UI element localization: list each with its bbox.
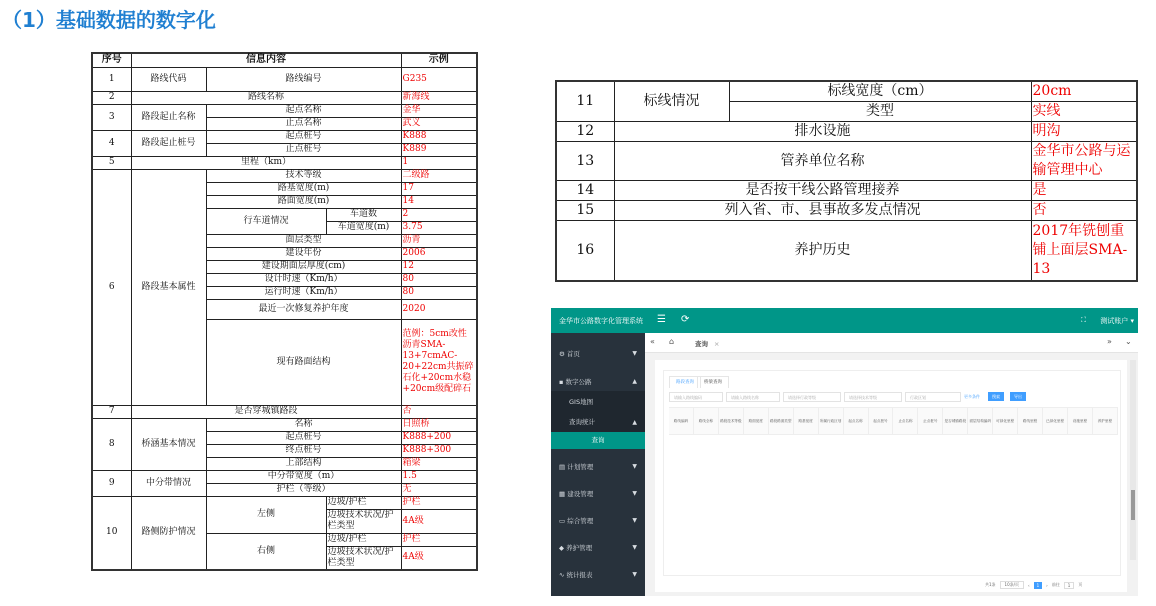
query-card	[663, 370, 1121, 576]
row-category: 路段起止名称	[131, 104, 206, 130]
refresh-icon[interactable]: ⟳	[681, 314, 690, 325]
row-example: 沥青	[401, 234, 477, 247]
page-1[interactable]: 1	[1034, 582, 1043, 589]
row-item: 右侧	[206, 533, 326, 570]
row-example: 2017年铣刨重铺上面层SMA-13	[1031, 221, 1137, 281]
row-example: 金华	[401, 104, 477, 117]
table-row	[92, 104, 477, 117]
row-example: 2020	[401, 299, 477, 319]
goto-label: 前往	[1051, 582, 1060, 587]
table-row	[92, 91, 477, 104]
label: 建设管理	[567, 490, 594, 498]
row-example: 17	[401, 182, 477, 195]
label: 首页	[566, 350, 580, 358]
row-example: 1	[401, 156, 477, 169]
table-row	[92, 405, 477, 418]
scroll-left-icon[interactable]: «	[650, 337, 655, 346]
table-row	[556, 81, 1137, 102]
row-example: 80	[401, 286, 477, 299]
sidebar-item-query-stats[interactable]	[551, 413, 645, 432]
row-category: 路侧防护情况	[131, 496, 206, 570]
row-item: 技术等级	[206, 169, 401, 182]
caret-down-icon: ▼	[632, 463, 637, 470]
tab-road-query[interactable]: 路段查询	[669, 376, 701, 388]
row-subitem: 车道宽度(m)	[326, 221, 401, 234]
row-item: 建设年份	[206, 247, 401, 260]
row-example: 4A级	[401, 546, 477, 570]
row-example: 无	[401, 483, 477, 496]
row-example: 护栏	[401, 533, 477, 546]
sidebar-item-construction[interactable]: ▦ 建设管理 ▼	[551, 485, 645, 503]
section-title: （1）基础数据的数字化	[2, 8, 216, 32]
column-header: 可绿化里程	[993, 408, 1018, 434]
row-example: 明沟	[1031, 122, 1137, 142]
row-example: 80	[401, 273, 477, 286]
column-header: 路线全称	[694, 408, 719, 434]
route-code-input[interactable]: 请输入路线编码	[669, 392, 723, 402]
table-header	[92, 53, 477, 67]
row-item: 路基宽度(m)	[206, 182, 401, 195]
export-button[interactable]: 导出	[1010, 392, 1026, 401]
tab-bar	[645, 333, 1138, 353]
row-item: 最近一次修复养护年度	[206, 299, 401, 319]
table-row	[556, 181, 1137, 201]
row-no: 11	[556, 81, 614, 122]
row-item: 起点桩号	[206, 130, 401, 143]
header-example: 示例	[401, 53, 477, 67]
row-subitem: 边坡技术状况/护栏类型	[326, 509, 401, 533]
row-category: 中分带情况	[131, 470, 206, 496]
sidebar-item-reports[interactable]: ∿ 统计报表 ▼	[551, 566, 645, 584]
table-row	[556, 221, 1137, 281]
row-item: 上部结构	[206, 457, 401, 470]
tab-bridge-query[interactable]: 桥梁查询	[697, 376, 729, 388]
sidebar-item-gis[interactable]	[551, 391, 645, 413]
row-item: 里程（km）	[131, 156, 401, 169]
column-header: 起点桩号	[869, 408, 894, 434]
row-item: 运行时速（Km/h）	[206, 286, 401, 299]
row-item: 管养单位名称	[614, 142, 1031, 181]
page-unit: 页	[1078, 582, 1083, 587]
row-item: 路面宽度(m)	[206, 195, 401, 208]
scroll-right-icon[interactable]: »	[1107, 337, 1112, 346]
label: 查询	[591, 436, 605, 444]
basic-data-table-1	[91, 52, 478, 571]
header-info: 信息内容	[131, 53, 401, 67]
route-name-input[interactable]: 请输入路线名称	[726, 392, 780, 402]
label: 养护管理	[566, 544, 593, 552]
row-subitem: 边坡/护栏	[326, 533, 401, 546]
table-row	[556, 201, 1137, 221]
row-item: 列入省、市、县事故多发点情况	[614, 201, 1031, 221]
row-no: 12	[556, 122, 614, 142]
column-header: 设施里程	[1068, 408, 1093, 434]
sidebar-item-maintenance[interactable]: ◆ 养护管理 ▼	[551, 539, 645, 557]
prev-page-icon[interactable]: ‹	[1027, 582, 1030, 588]
row-item: 名称	[206, 418, 401, 431]
table-row	[556, 122, 1137, 142]
row-example: 实线	[1031, 102, 1137, 122]
row-no: 8	[92, 418, 131, 470]
table-row	[92, 470, 477, 483]
region-select[interactable]: 行政区划	[905, 392, 961, 402]
row-example: 武义	[401, 117, 477, 130]
goto-input[interactable]: 1	[1064, 582, 1075, 589]
close-icon[interactable]: ×	[714, 339, 720, 348]
table-row	[92, 496, 477, 509]
row-subitem: 边坡/护栏	[326, 496, 401, 509]
row-example: 否	[1031, 201, 1137, 221]
row-item: 是否穿城镇路段	[131, 405, 401, 418]
row-no: 10	[92, 496, 131, 570]
row-item: 终点桩号	[206, 444, 401, 457]
row-example: 3.75	[401, 221, 477, 234]
row-no: 6	[92, 169, 131, 405]
result-table-header	[669, 407, 1118, 435]
label: 统计报表	[566, 571, 593, 579]
table-row	[92, 67, 477, 91]
content-panel	[655, 360, 1127, 592]
column-header: 路段技术等级	[719, 408, 744, 434]
row-category: 标线情况	[614, 81, 729, 122]
row-no: 1	[92, 67, 131, 91]
row-example: K888+300	[401, 444, 477, 457]
table-row	[92, 156, 477, 169]
table-row	[92, 418, 477, 431]
row-no: 4	[92, 130, 131, 156]
row-category: 路段起止桩号	[131, 130, 206, 156]
row-item: 路线名称	[131, 91, 401, 104]
table-row	[556, 142, 1137, 181]
row-item: 行车道情况	[206, 208, 326, 234]
row-subitem: 边坡技术状况/护栏类型	[326, 546, 401, 570]
row-example: 是	[1031, 181, 1137, 201]
row-item: 左侧	[206, 496, 326, 533]
column-header: 止点名称	[893, 408, 918, 434]
caret-down-icon: ▼	[632, 544, 637, 551]
row-no: 7	[92, 405, 131, 418]
sidebar-item-digital-road[interactable]: ▪ 数字公路 ▲	[551, 373, 645, 391]
row-example: 否	[401, 405, 477, 418]
row-example: K888+200	[401, 431, 477, 444]
caret-up-icon: ▲	[632, 419, 637, 426]
caret-down-icon: ▼	[632, 517, 637, 524]
header-no: 序号	[92, 53, 131, 67]
row-example: K889	[401, 143, 477, 156]
row-item: 建设期面层厚度(cm)	[206, 260, 401, 273]
label: GIS地图	[569, 398, 594, 406]
label: 计划管理	[567, 463, 594, 471]
tab-query[interactable]	[695, 339, 719, 348]
user-menu[interactable]: 测试账户 ▾	[1100, 317, 1134, 325]
row-example: 2006	[401, 247, 477, 260]
search-button[interactable]: 搜索	[988, 392, 1004, 401]
tech-level-select[interactable]: 请选择技术等级	[844, 392, 902, 402]
caret-down-icon: ▼	[632, 490, 637, 497]
home-icon[interactable]: ⌂	[669, 337, 675, 346]
pagination	[985, 581, 1082, 589]
label: 数字公路	[565, 378, 592, 386]
column-header: 面层结构编码	[968, 408, 993, 434]
next-page-icon[interactable]: ›	[1046, 582, 1048, 588]
column-header: 所属行政区划	[819, 408, 844, 434]
row-example: 新海线	[401, 91, 477, 104]
app-screenshot	[551, 308, 1138, 596]
row-item: 现有路面结构	[206, 319, 401, 405]
column-header: 止点桩号	[918, 408, 943, 434]
row-category: 桥涵基本情况	[131, 418, 206, 470]
row-no: 16	[556, 221, 614, 281]
column-header: 是否城镇路段	[943, 408, 968, 434]
basic-data-table-2	[555, 80, 1138, 282]
row-example: 护栏	[401, 496, 477, 509]
sidebar-item-query[interactable]	[551, 432, 645, 449]
row-item: 起点桩号	[206, 431, 401, 444]
row-item: 设计时速（Km/h）	[206, 273, 401, 286]
sidebar-item-general[interactable]: ▭ 综合管理 ▼	[551, 512, 645, 530]
row-no: 5	[92, 156, 131, 169]
row-example: 箱梁	[401, 457, 477, 470]
label: 综合管理	[567, 517, 594, 525]
row-subitem: 车道数	[326, 208, 401, 221]
row-no: 15	[556, 201, 614, 221]
row-item: 护栏（等级）	[206, 483, 401, 496]
caret-up-icon: ▲	[632, 378, 637, 385]
row-example: 范例：5cm改性沥青SMA-13+7cmAC-20+22cm共振碎石化+20cm水稳+20cm级配碎石	[401, 319, 477, 405]
row-example: G235	[401, 67, 477, 91]
row-no: 14	[556, 181, 614, 201]
caret-down-icon: ▼	[632, 571, 637, 578]
row-no: 9	[92, 470, 131, 496]
row-example: 二级路	[401, 169, 477, 182]
tab-label: 查询	[695, 340, 708, 348]
table-row	[92, 130, 477, 143]
column-header: 路线编码	[669, 408, 694, 434]
row-category: 路段基本属性	[131, 169, 206, 405]
row-example: 14	[401, 195, 477, 208]
column-header: 路基宽度	[794, 408, 819, 434]
user-name: 测试账户	[1100, 317, 1129, 325]
row-item: 面层类型	[206, 234, 401, 247]
column-header: 路段路面类型	[769, 408, 794, 434]
row-example: 金华市公路与运输管理中心	[1031, 142, 1137, 181]
row-no: 2	[92, 91, 131, 104]
row-no: 13	[556, 142, 614, 181]
row-example: 日照桥	[401, 418, 477, 431]
sidebar	[551, 333, 645, 596]
row-item: 止点名称	[206, 117, 401, 130]
sidebar-item-plan[interactable]: ▤ 计划管理 ▼	[551, 458, 645, 476]
chevron-down-icon[interactable]: ⌄	[1125, 337, 1132, 346]
row-item: 养护历史	[614, 221, 1031, 281]
column-header: 已绿化里程	[1043, 408, 1068, 434]
row-no: 3	[92, 104, 131, 130]
row-example: 1.5	[401, 470, 477, 483]
column-header: 路面宽度	[744, 408, 769, 434]
caret-down-icon: ▼	[632, 350, 637, 357]
vertical-scrollbar[interactable]	[1130, 360, 1136, 560]
total-count: 共1条	[985, 582, 996, 587]
sidebar-item-home[interactable]: ⚙ 首页 ▼	[551, 345, 645, 363]
row-item: 是否按干线公路管理接养	[614, 181, 1031, 201]
row-example: 4A级	[401, 509, 477, 533]
scroll-thumb[interactable]	[1131, 490, 1135, 520]
row-item: 排水设施	[614, 122, 1031, 142]
menu-toggle-icon[interactable]: ☰	[657, 314, 666, 325]
row-item: 起点名称	[206, 104, 401, 117]
row-item: 路线编号	[206, 67, 401, 91]
row-item: 中分带宽度（m）	[206, 470, 401, 483]
row-item: 类型	[729, 102, 1031, 122]
row-example: K888	[401, 130, 477, 143]
label: 查询统计	[569, 418, 595, 426]
app-brand: 金华市公路数字化管理系统	[559, 317, 643, 325]
page-size-select[interactable]: 10条/页	[1000, 581, 1024, 589]
app-header	[551, 308, 1138, 333]
more-conditions-link[interactable]: 更多条件	[964, 394, 980, 399]
admin-level-select[interactable]: 请选择行政等级	[783, 392, 841, 402]
table-row	[92, 169, 477, 182]
row-item: 止点桩号	[206, 143, 401, 156]
fullscreen-icon[interactable]: ⛶	[1081, 316, 1086, 324]
column-header: 养护里程	[1093, 408, 1118, 434]
row-item: 标线宽度（cm）	[729, 81, 1031, 102]
row-example: 12	[401, 260, 477, 273]
row-example: 2	[401, 208, 477, 221]
column-header: 路线里程	[1018, 408, 1043, 434]
column-header: 起点名称	[844, 408, 869, 434]
row-category: 路线代码	[131, 67, 206, 91]
row-example: 20cm	[1031, 81, 1137, 102]
